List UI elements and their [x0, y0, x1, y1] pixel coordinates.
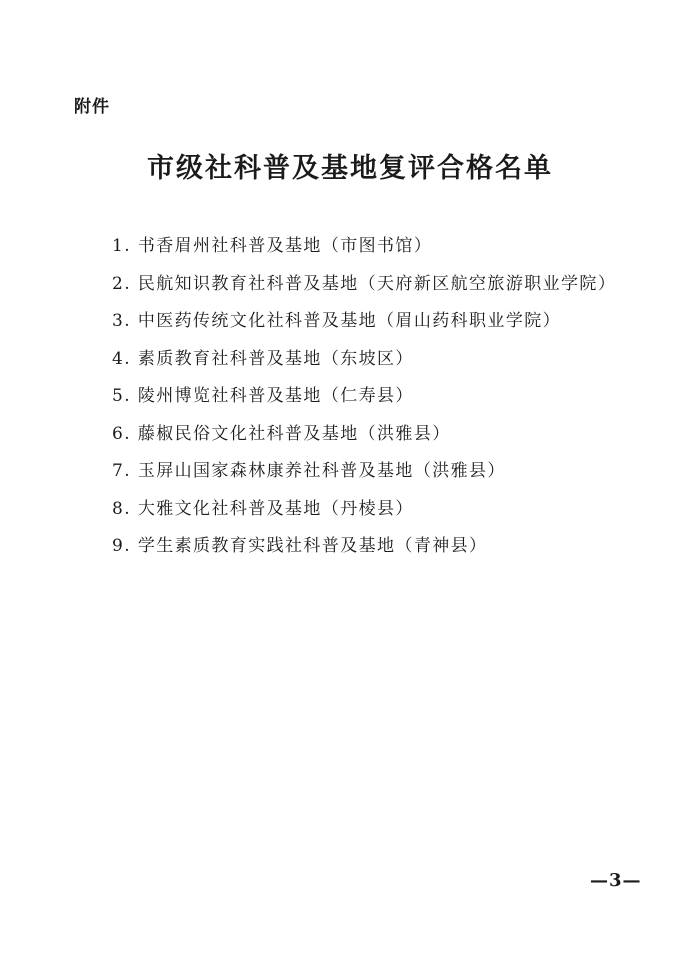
- list-item: 6. 藤椒民俗文化社科普及基地（洪雅县）: [112, 423, 451, 444]
- list-item: 5. 陵州博览社科普及基地（仁寿县）: [112, 386, 414, 406]
- list-item: 9. 学生素质教育实践社科普及基地（青神县）: [112, 536, 488, 556]
- list-item: 3. 中医药传统文化社科普及基地（眉山药科职业学院）: [112, 311, 562, 331]
- attachment-label: 附件: [74, 97, 110, 117]
- qualified-list: [74, 228, 644, 566]
- list-item: 4. 素质教育社科普及基地（东坡区）: [112, 348, 414, 369]
- list-item: 2. 民航知识教育社科普及基地（天府新区航空旅游职业学院）: [112, 273, 617, 294]
- list-item: 8. 大雅文化社科普及基地（丹棱县）: [112, 498, 414, 519]
- list-item: 1. 书香眉州社科普及基地（市图书馆）: [112, 236, 433, 256]
- list-item: 7. 玉屏山国家森林康养社科普及基地（洪雅县）: [112, 461, 506, 481]
- page-number: —3—: [590, 870, 642, 891]
- document-title: 市级社科普及基地复评合格名单: [147, 153, 553, 184]
